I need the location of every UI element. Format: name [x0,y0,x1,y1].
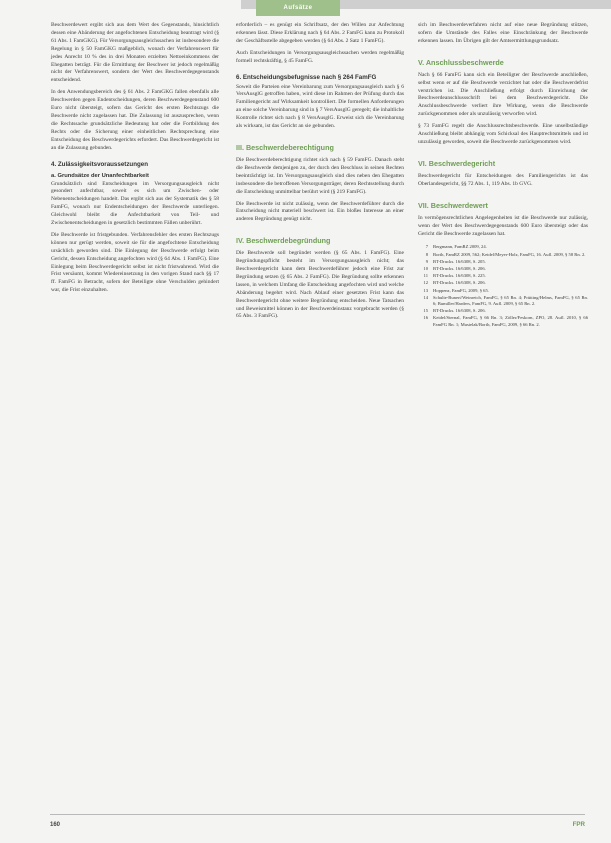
section-heading: VII. Beschwerdewert [418,200,488,210]
footnote-text: BT-Drucks. 16/6308, S. 205. [433,258,486,264]
footnote [418,295,588,307]
paragraph: erforderlich – es genügt ein Schriftsatz, der den Willen zur Anfechtung erkennen lässt. Diese Erklärung nach § 64 Abs. 2 FamFG kann zu Protokoll der Geschäftsstelle abgegeben werden (§ 64 Abs. 2 Satz 1 FamFG). [236,22,404,44]
footnote [418,315,588,327]
footnote-number: 15 [423,308,428,314]
footnote [418,280,588,286]
paragraph: In vermögensrechtlichen Angelegenheiten ist die Beschwerde nur zulässig, wenn der Wert des Beschwerdegegenstands 600 Euro übersteigt oder das Gericht die Beschwerde zugelassen hat. [418,214,588,237]
footnotes [418,244,588,327]
footnote-text: Bergmann, FamRZ 2009, 24. [433,244,487,250]
page-number: 160 [50,822,61,828]
paragraph: § 73 FamFG regelt die Anschlussrechtsbeschwerde. Eine unselbständige Anschließung bleibt abhängig vom Schicksal des Hauptrechtsmittels und ist unzulässig geworden, soweit die Beschwerde zurückgenommen wird. [418,123,588,145]
footnote-text: BT-Drucks. 16/6308, S. 206. [433,266,486,272]
section-heading: V. Anschlussbeschwerde [418,57,504,67]
column-3 [418,22,588,329]
footnote-text: Keidel/Sternal, FamFG, § 66 Rn. 3; Zöller/Feskorn, ZPO, 28. Aufl. 2010, § 66 FamFG Rn. 1; Musielak/Borth, FamFG, 2009, § 66 Rn. 2. [433,315,588,327]
footnote-number: 9 [425,258,428,264]
subheading: 6. Entscheidungsbefugnisse nach § 264 FamFG [236,73,377,81]
paragraph: Beschwerdegericht für Entscheidungen des Familiengerichts ist das Oberlandesgericht, §§ 72 Abs. 1, 119 Abs. 1b GVG. [418,172,588,187]
paragraph: sich im Beschwerdeverfahren nicht auf eine neue Begründung stützen, sofern die Umstände des Falles eine Einschränkung der Beschwerde erkennen lassen. Im Übrigen gilt der Amtsermittlungsgrundsatz. [418,22,588,44]
footnote-number: 12 [423,280,428,286]
footnote [418,252,588,258]
footnote-number: 16 [423,315,428,321]
paragraph: Die Beschwerdeberechtigung richtet sich nach § 59 FamFG. Danach steht die Beschwerde demjenigen zu, der durch den Beschluss in seinen Rechten beeinträchtigt ist. Im Versorgungsausgleich sind dies neben den Ehegatten insbesondere die betroffenen Versorgungsträger, deren Rechtsstellung durch die Entscheidung unmittelbar berührt wird (§ 219 FamFG). [236,156,404,195]
subheading: a. Grundsätze der Unanfechtbarkeit [51,172,149,179]
footnote [418,288,588,294]
footnote [418,259,588,265]
footnote-number: 7 [425,244,428,250]
subheading: 4. Zulässigkeitsvoraussetzungen [51,160,148,168]
footnote [418,266,588,272]
paragraph: Beschwerdewert ergibt sich aus dem Wert des Gegenstands, hinsichtlich dessen eine Abänderung der angefochtenen Entscheidung beantragt wird (§ 61 Abs. 1 FamGKG). Für Versorgungsausgleichssachen ist insbesondere die Regelung in § 50 FamGKG maßgeblich, wonach der Verfahrenswert für jedes Anrecht 10 % des in drei Monaten erzielten Nettoeinkommens der Ehegatten beträgt. Für die Ermittlung der Beschwer ist jedoch regelmäßig nicht der Verfahrenswert, sondern der Wert des Beschwerdegegenstands entscheidend. [51,22,219,84]
footnote-text: BT-Drucks. 16/6308, S. 206. [433,280,486,286]
column-2 [236,22,404,325]
paragraph: Nach § 66 FamFG kann sich ein Beteiligter der Beschwerde anschließen, selbst wenn er auf die Beschwerde verzichtet hat oder die Beschwerdefrist verstrichen ist. Die Anschließung erfolgt durch Einreichung der Beschwerdeanschlussschrift bei dem Beschwerdegericht. Die Anschlussbeschwerde verliert ihre Wirkung, wenn die Beschwerde zurückgenommen oder als unzulässig verworfen wird. [418,71,588,118]
footnote-number: 11 [423,273,428,279]
paragraph: Soweit die Parteien eine Vereinbarung zum Versorgungsausgleich nach § 6 VersAusglG getroffen haben, wird diese im Rahmen der Prüfung durch das Familiengericht auf Wirksamkeit kontrolliert. Die formellen Anforderungen an eine solche Vereinbarung sind in § 7 VersAusglG geregelt; die inhaltliche Kontrolle richtet sich nach § 8 VersAusglG. Erweist sich die Vereinbarung als wirksam, ist das Gericht an sie gebunden. [236,83,404,130]
footnote-text: Schulte-Bunert/Weinreich, FamFG, § 65 Rn. 4; Prütting/Helms, FamFG, § 65 Rn. 6; Bumiller/Harders, FamFG, 9. Aufl. 2009, § 65 Rn. 2. [433,294,588,307]
footnote-text: BT-Drucks. 16/6308, S. 206. [433,308,486,314]
footnote-text: BT-Drucks. 16/6308, S. 225. [433,273,486,279]
paragraph: Die Beschwerde soll begründet werden (§ 65 Abs. 1 FamFG). Eine Begründungspflicht besteht im Versorgungsausgleich nicht; das Beschwerdegericht kann dem Beschwerdeführer jedoch eine Frist zur Begründung setzen (§ 65 Abs. 2 FamFG). Die Begründung sollte erkennen lassen, in welchem Umfang die Entscheidung angefochten wird und welche Abänderung begehrt wird. Nach Ablauf einer gesetzten Frist kann das Beschwerdegericht ohne weitere Begründung entscheiden. Neue Tatsachen und Beweismittel können in der Beschwerdeinstanz vorgebracht werden (§ 65 Abs. 3 FamFG). [236,250,404,320]
paragraph: Die Beschwerde ist fristgebunden. Verfahrensfehler des ersten Rechtszugs können nur gerügt werden, soweit sie für die angefochtene Entscheidung ursächlich geworden sind. Die Einlegung der Beschwerde erfolgt beim Gericht, dessen Entscheidung angefochten wird (§ 64 Abs. 1 FamFG). Eine Einlegung beim Beschwerdegericht selbst ist nicht fristwahrend. Wird die Frist versäumt, kommt Wiedereinsetzung in den vorigen Stand nach §§ 17 ff. FamFG in Betracht, sofern der Beteiligte ohne Verschulden gehindert war, die Frist einzuhalten. [51,231,219,294]
section-heading: VI. Beschwerdegericht [418,158,496,168]
paragraph: Auch Entscheidungen in Versorgungsausgleichssachen werden regelmäßig formell rechtskräftig, § 45 FamFG. [236,49,404,64]
footnote-number: 10 [423,266,428,272]
footnote [418,244,588,250]
paragraph: Die Beschwerde ist nicht zulässig, wenn der Beschwerdeführer durch die Entscheidung nicht materiell beschwert ist. Ein bloßes Interesse an einer anderen Begründung genügt nicht. [236,200,404,223]
section-heading: IV. Beschwerdebegründung [236,236,331,246]
footnote-number: 13 [423,287,428,293]
footnote-text: Hoppenz, FamFG, 2009, § 65. [433,287,489,293]
footnote-number: 14 [423,294,428,300]
paragraph: Grundsätzlich sind Entscheidungen im Versorgungsausgleich nicht gesondert anfechtbar, soweit es sich um Zwischen- oder Nebenentscheidungen handelt. Das ergibt sich aus der Systematik des § 58 FamFG, wonach nur Endentscheidungen der Beschwerde unterliegen. Gleichwohl bleibt die Anfechtbarkeit von Teil- und Zwischenentscheidungen in gesetzlich bestimmten Fällen unberührt. [51,180,219,227]
section-heading: III. Beschwerdeberechtigung [236,142,334,152]
journal-name: FPR [572,821,585,828]
column-1 [51,22,219,299]
footnote-number: 8 [425,251,428,257]
page-footer [50,814,585,833]
footnote [418,308,588,314]
section-tab: Aufsätze [256,0,340,16]
footnote-text: Borth, FamRZ 2009, 562; Keidel/Meyer-Holz, FamFG, 16. Aufl. 2009, § 58 Rn. 2. [433,251,586,257]
footnote [418,273,588,279]
paragraph: In den Anwendungsbereich des § 61 Abs. 2 FamGKG fallen ebenfalls alle Beschwerden gegen Endentscheidungen, deren Beschwerdegegenstand 600 Euro nicht übersteigt, sofern das Gericht des ersten Rechtszugs die Beschwerde nicht zugelassen hat. Die Zulassung ist auszusprechen, wenn die Rechtssache grundsätzliche Bedeutung hat oder die Fortbildung des Rechts oder die Sicherung einer einheitlichen Rechtsprechung eine Entscheidung des Beschwerdegerichts erfordert. Das Beschwerdegericht ist an die Zulassung gebunden. [51,89,219,151]
